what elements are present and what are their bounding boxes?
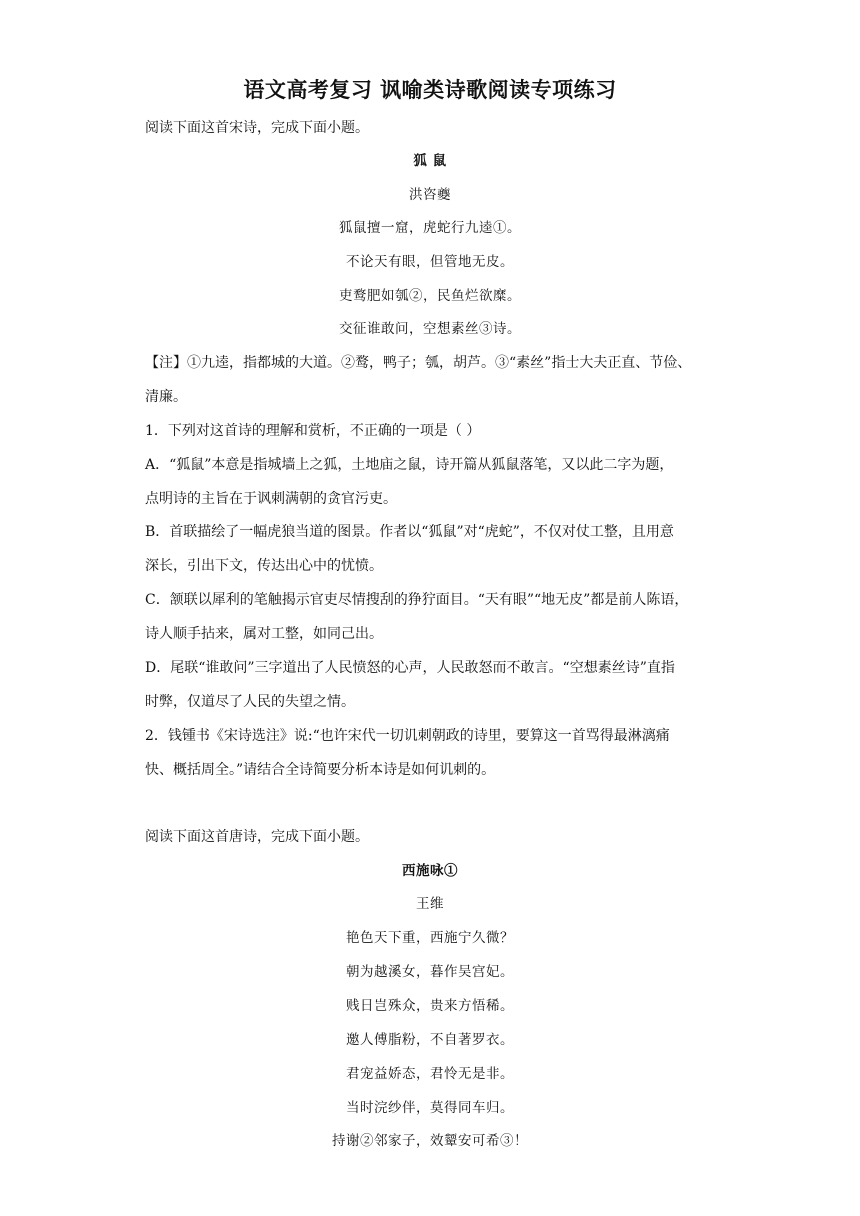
option-b: B．首联描绘了一幅虎狼当道的图景。作者以“狐鼠”对“虎蛇”，不仅对仗工整，且用意	[145, 524, 674, 540]
option-c-cont: 诗人顺手拈来，属对工整，如同己出。	[145, 626, 383, 642]
option-c: C．颔联以犀利的笔触揭示官吏尽情搜刮的狰狞面目。“天有眼”“地无皮”都是前人陈语，	[145, 592, 689, 608]
question-2: 2．钱锺书《宋诗选注》说:“也许宋代一切讥刺朝政的诗里，要算这一首骂得最淋漓痛	[145, 728, 670, 744]
poem2-line: 君宠益娇态，君怜无是非。	[346, 1066, 514, 1082]
poem2-line: 艳色天下重，西施宁久微？	[346, 930, 514, 946]
poem1-author: 洪咨夔	[409, 187, 451, 203]
poem2-line: 持谢②邻家子，效颦安可希③！	[332, 1133, 528, 1149]
option-d-cont: 时弊，仅道尽了人民的失望之情。	[145, 694, 355, 710]
poem1-line: 狐鼠擅一窟，虎蛇行九逵①。	[339, 220, 521, 236]
poem1-note: 清廉。	[145, 389, 187, 405]
section1-intro: 阅读下面这首宋诗，完成下面小题。	[145, 120, 369, 136]
poem1-note: 【注】①九逵，指都城的大道。②鹜，鸭子；瓠，胡芦。③“素丝”指士大夫正直、节俭、	[145, 355, 692, 371]
poem2-line: 朝为越溪女，暮作吴宫妃。	[346, 964, 514, 980]
poem1-line: 不论天有眼，但管地无皮。	[346, 254, 514, 270]
section2-intro: 阅读下面这首唐诗，完成下面小题。	[145, 829, 369, 845]
poem1-title: 狐 鼠	[413, 153, 447, 169]
option-a-cont: 点明诗的主旨在于讽刺满朝的贪官污吏。	[145, 491, 397, 507]
poem2-line: 贱日岂殊众，贵来方悟稀。	[346, 998, 514, 1014]
option-a: A．“狐鼠”本意是指城墙上之狐，土地庙之鼠，诗开篇从狐鼠落笔，又以此二字为题，	[145, 457, 674, 473]
poem2-title: 西施咏①	[402, 863, 458, 879]
option-d: D．尾联“谁敢问”三字道出了人民愤怒的心声，人民敢怒而不敢言。“空想素丝诗”直指	[145, 660, 675, 676]
poem2-author: 王维	[416, 896, 444, 912]
poem2-line: 当时浣纱伴，莫得同车归。	[346, 1100, 514, 1116]
poem1-line: 吏鹜肥如瓠②，民鱼烂欲糜。	[339, 288, 521, 304]
question-2-cont: 快、概括周全。”请结合全诗简要分析本诗是如何讥刺的。	[145, 762, 496, 778]
question-1: 1．下列对这首诗的理解和赏析，不正确的一项是（ ）	[145, 423, 481, 439]
poem2-line: 邀人傅脂粉，不自著罗衣。	[346, 1032, 514, 1048]
document-title: 语文高考复习 讽喻类诗歌阅读专项练习	[243, 78, 617, 102]
poem1-line: 交征谁敢问，空想素丝③诗。	[339, 321, 521, 337]
option-b-cont: 深长，引出下文，传达出心中的忧愤。	[145, 558, 383, 574]
